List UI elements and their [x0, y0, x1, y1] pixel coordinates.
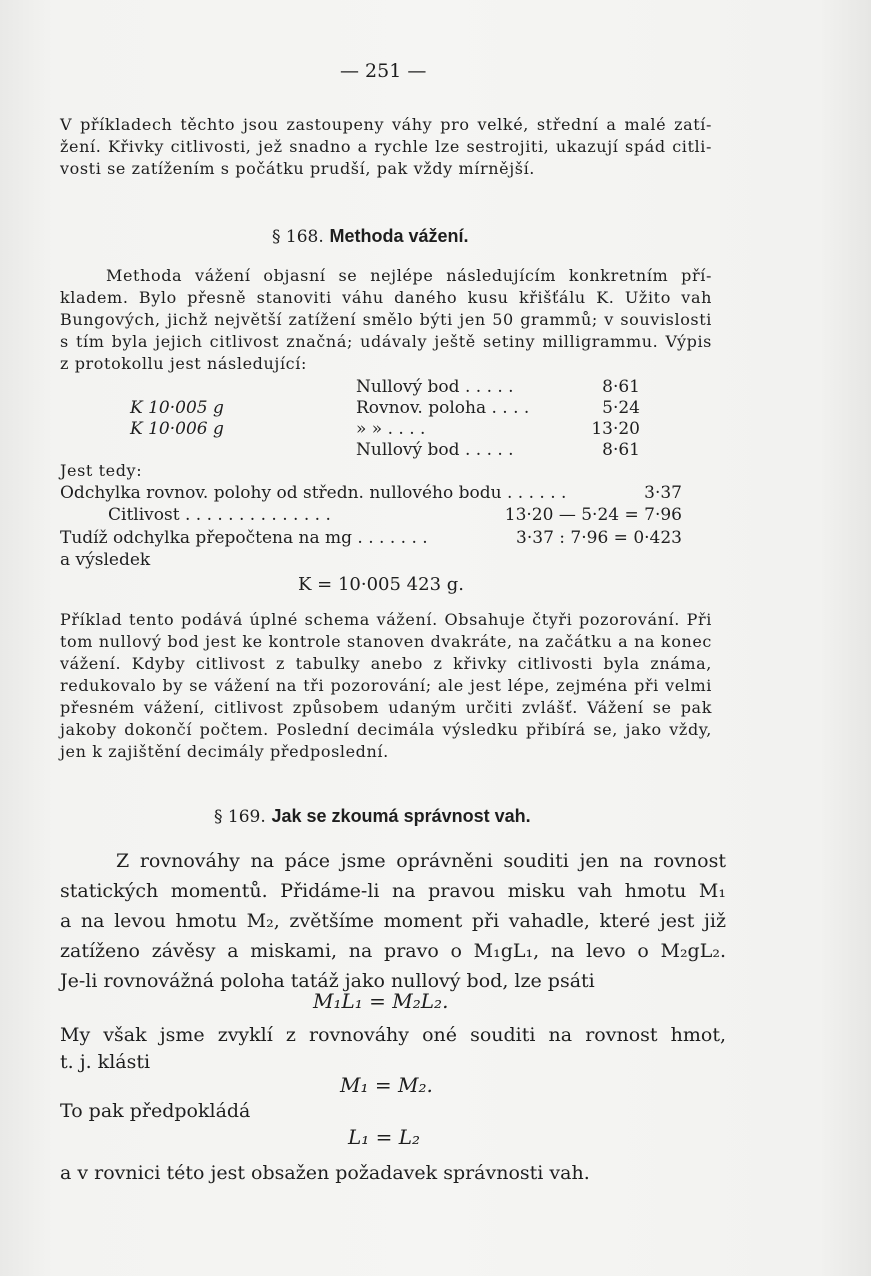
row-value: 8·61 — [602, 440, 640, 460]
table-row — [130, 419, 640, 440]
table-row — [130, 377, 640, 398]
text-line: My však jsme zvyklí z rovnováhy oné souditi na rovnost hmot, — [60, 1024, 726, 1046]
text-line: žení. Křivky citlivosti, jež snadno a rychle lze sestrojiti, ukazují spád citli- — [60, 137, 712, 156]
page-number: — 251 — — [340, 60, 427, 82]
text-line: jen k zajištění decimály předposlední. — [60, 742, 389, 761]
table-row — [130, 398, 640, 419]
calc-value: 3·37 — [644, 483, 682, 503]
formula-masses: M₁ = M₂. — [340, 1073, 433, 1097]
row-label: Nullový bod . . . . . — [356, 377, 514, 397]
text-line: vážení. Kdyby citlivost z tabulky anebo z křivky citlivosti byla známa, — [60, 654, 712, 673]
formula-lengths: L₁ = L₂ — [348, 1125, 421, 1149]
row-weight: K 10·005 g — [130, 398, 224, 418]
text-line: vosti se zatížením s počátku prudší, pak vždy mírnější. — [60, 159, 535, 178]
text-line: Methoda vážení objasní se nejlépe následujícím konkretním pří- — [106, 266, 712, 285]
calc-value: 3·37 : 7·96 = 0·423 — [516, 528, 682, 548]
text-line: a na levou hmotu M₂, zvětšíme moment při vahadle, které jest již — [60, 910, 726, 932]
section-168-heading — [272, 226, 469, 247]
text-line: přesném vážení, citlivost způsobem udaným určiti zvlášť. Vážení se pak — [60, 698, 712, 717]
section-title: Methoda vážení. — [329, 226, 469, 246]
protocol-table — [130, 377, 640, 463]
paragraph-169 — [60, 846, 726, 996]
intro-paragraph — [60, 114, 712, 180]
text-line: zatíženo závěsy a miskami, na pravo o M₁gL₁, na levo o M₂gL₂. — [60, 940, 726, 962]
row-label: Rovnov. poloha . . . . — [356, 398, 530, 418]
calc-label: Tudíž odchylka přepočtena na mg . . . . . . . — [60, 528, 428, 548]
table-row — [130, 440, 640, 461]
text-line: V příkladech těchto jsou zastoupeny váhy pro velké, střední a malé zatí- — [60, 115, 712, 134]
text-line-topak: To pak předpokládá — [60, 1100, 251, 1122]
text-line: kladem. Bylo přesně stanoviti váhu daného kusu křišťálu K. Užito vah — [60, 288, 712, 307]
calc-label: Citlivost . . . . . . . . . . . . . . — [108, 505, 331, 525]
text-line: jakoby dokončí počtem. Poslední decimála výsledku přibírá se, jako vždy, — [60, 720, 712, 739]
row-value: 8·61 — [602, 377, 640, 397]
section-title: Jak se zkoumá správnost vah. — [271, 806, 531, 826]
text-line: Je-li rovnovážná poloha tatáž jako nullový bod, lze psáti — [60, 970, 595, 992]
text-line: tom nullový bod jest ke kontrole stanoven dvakráte, na začátku a na konec — [60, 632, 712, 651]
text-line: Bungových, jichž největší zatížení smělo býti jen 50 grammů; v souvislosti — [60, 310, 712, 329]
section-169-heading — [214, 806, 531, 827]
row-weight: K 10·006 g — [130, 419, 224, 439]
weighing-result: K = 10·005 423 g. — [298, 574, 464, 595]
text-line-tj: t. j. klásti — [60, 1051, 151, 1073]
calculation-block — [60, 483, 682, 575]
row-label: » » . . . . — [356, 419, 426, 439]
row-label: Nullový bod . . . . . — [356, 440, 514, 460]
text-line: z protokollu jest následující: — [60, 354, 307, 373]
calc-label: Odchylka rovnov. polohy od středn. nullového bodu . . . . . . — [60, 483, 567, 503]
text-line: statických momentů. Přidáme-li na pravou misku vah hmotu M₁ — [60, 880, 726, 902]
jest-tedy: Jest tedy: — [60, 461, 143, 480]
section-mark: § 168. — [272, 227, 324, 247]
section-mark: § 169. — [214, 807, 266, 827]
text-line: redukovalo by se vážení na tři pozorování; ale jest lépe, zejména při velmi — [60, 676, 712, 695]
row-value: 13·20 — [591, 419, 640, 439]
calc-label: a výsledek — [60, 550, 151, 570]
text-line: Příklad tento podává úplné schema vážení. Obsahuje čtyři pozorování. Při — [60, 610, 712, 629]
text-line-last: a v rovnici této jest obsažen požadavek správnosti vah. — [60, 1162, 590, 1184]
paragraph-168 — [60, 265, 712, 375]
row-value: 5·24 — [602, 398, 640, 418]
paragraph-example — [60, 609, 712, 763]
text-line-my — [60, 1020, 726, 1050]
text-line: Z rovnováhy na páce jsme oprávněni souditi jen na rovnost — [116, 850, 726, 872]
formula-moments: M₁L₁ = M₂L₂. — [313, 989, 449, 1013]
text-line: s tím byla jejich citlivost značná; udávaly ještě setiny milligrammu. Výpis — [60, 332, 712, 351]
calc-value: 13·20 — 5·24 = 7·96 — [504, 505, 682, 525]
